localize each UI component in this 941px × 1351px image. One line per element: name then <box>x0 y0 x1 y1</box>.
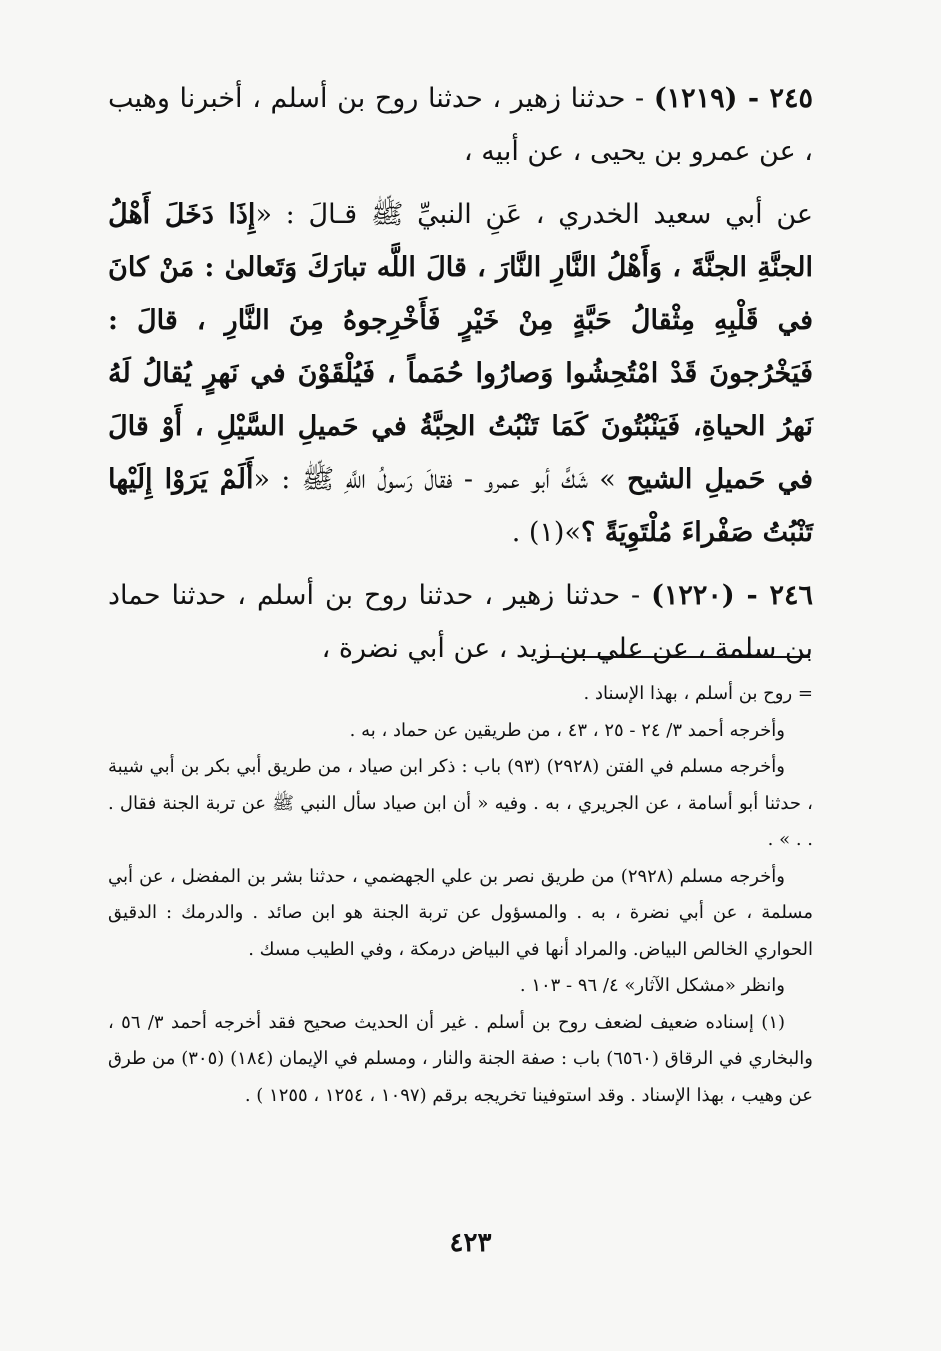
footnote-separator <box>540 656 810 658</box>
footnote-paragraph: وانظر «مشكل الآثار» ٤/ ٩٦ - ١٠٣ . <box>519 975 785 996</box>
hadith-246 <box>108 569 813 675</box>
footnote-1: (١) إسناده ضعيف لضعف روح بن أسلم . غير أن الحديث صحيح فقد أخرجه أحمد ٣/ ٥٦ ، والبخاري في الرقاق (٦٥٦٠) باب : صفة الجنة والنار ، ومسلم في الإيمان (١٨٤) (٣٠٥) من طرق عن وهيب ، بهذا الإسناد . وقد استوفينا تخريجه برقم (١٠٩٧ ، ١٢٥٤ ، ١٢٥٥ ) . <box>108 1011 813 1106</box>
hadith-number: ٢٤٦ - (١٢٢٠) <box>651 580 813 611</box>
hadith-text: إِذَا دَخَلَ أَهْلُ الجنَّةِ الجنَّةَ ، وَأَهْلُ النَّارِ النَّارَ ، قالَ اللَّه تبارَكَ وَتَعالىٰ : مَنْ كانَ في قَلْبِهِ مِثْقالُ حَبَّةٍ مِنْ خَيْرٍ فَأَخْرِجوهُ مِنَ النَّارِ ، قالَ : فَيَخْرُجونَ قَدْ امْتُحِشُوا وَصارُوا حُمَماً ، فَيُلْقَوْنَ في نَهرٍ يُقالُ لَهُ نَهرُ الحياةِ، فَيَنْبُتُونَ كَمَا تَنْبُتُ الحِبَّةُ في حَميلِ السَّيْلِ ، أَوْ قالَ في حَميلِ الشيح <box>108 199 813 495</box>
isnad-line: أخبرنا وهيب ، عن عمرو بن يحيى ، عن أبيه ، <box>108 83 813 167</box>
hadith-number: ٢٤٥ - (١٢١٩) <box>653 83 814 114</box>
narrator-intro: عن أبي سعيد الخدري ، عَنِ النبيِّ ﷺ قـالَ : « <box>255 199 813 230</box>
isnad-line: حدثنا حماد بن سلمة ، عن علي بن زيد ، عن أبي نضرة ، <box>108 580 813 664</box>
footnote-paragraph: وأخرجه مسلم (٢٩٢٨) من طريق نصر بن علي الجهضمي ، حدثنا بشر بن المفضل ، عن أبي مسلمة ، عن أبي نضرة ، به . والمسؤول عن تربة الجنة هو ابن صائد . والدرمك : الدقيق الحواري الخالص البياض. والمراد أنها في البياض درمكة ، وفي الطيب مسك . <box>108 865 813 960</box>
hadith-text: أَلَمْ يَرَوْا إِلَيْها تَنْبُتُ صَفْراءَ مُلْتَوِيَةً ؟ <box>108 464 813 548</box>
hadith-245 <box>108 72 813 178</box>
footnote-continuation: = روح بن أسلم ، بهذا الإسناد . <box>583 683 813 704</box>
isnad-line: - حدثنا زهير ، حدثنا روح بن أسلم ، <box>252 83 645 114</box>
isnad-line: - حدثنا زهير ، حدثنا روح بن أسلم ، <box>237 580 641 611</box>
main-text <box>108 72 813 685</box>
hadith-245-matn <box>108 188 813 559</box>
footnote-ref: »(١) . <box>511 517 581 548</box>
footnote-paragraph: وأخرجه مسلم في الفتن (٢٩٢٨) (٩٣) باب : ذكر ابن صياد ، من طريق أبي بكر بن أبي شيبة ، حدثنا أبو أسامة ، عن الجريري ، به . وفيه « أن ابن صياد سأل النبي ﷺ عن تربة الجنة فقال . . . » . <box>108 756 813 850</box>
page-number: ٤٢٣ <box>449 1228 492 1258</box>
footnotes <box>108 676 813 1114</box>
footnote-paragraph: وأخرجه أحمد ٣/ ٢٤ - ٢٥ ، ٤٣ ، من طريقين عن حماد ، به . <box>349 719 785 741</box>
narrator-doubt: » شَكَّ أبو عمرو - فقالَ رَسولُ اللَّهِ ﷺ : « <box>253 464 616 495</box>
